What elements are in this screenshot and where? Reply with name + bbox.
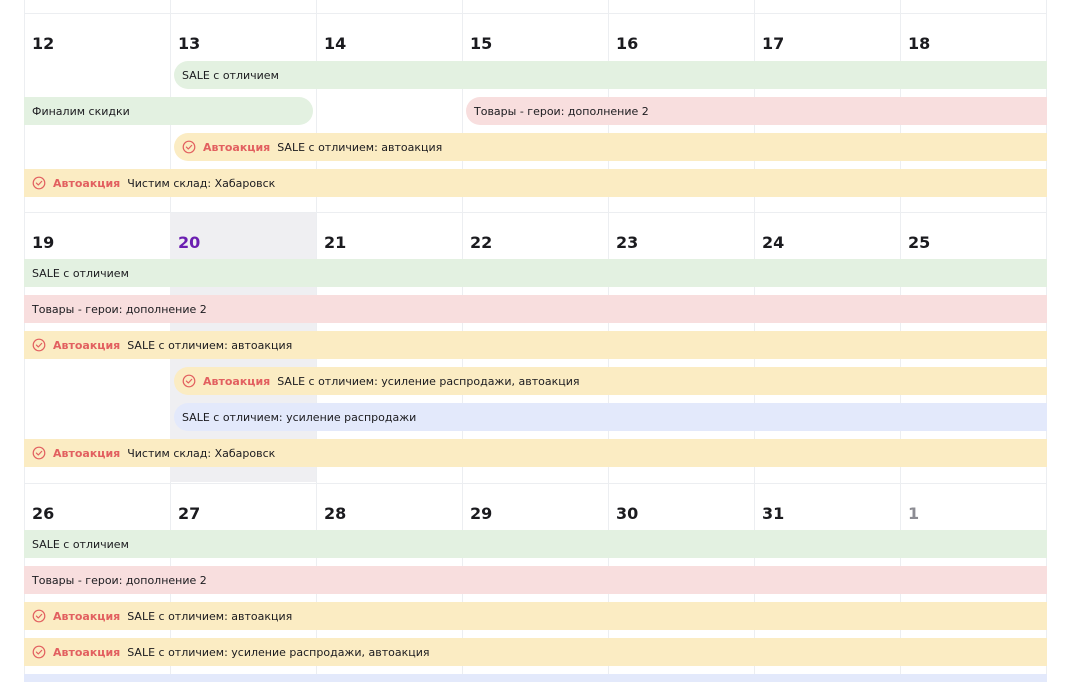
auto-event-bar[interactable]: [24, 169, 1047, 197]
day-number[interactable]: 24: [762, 233, 785, 252]
auto-promo-label: Автоакция: [53, 609, 121, 623]
day-number[interactable]: 31: [762, 504, 785, 523]
calendar-grid: [24, 0, 1047, 682]
event-title: Товары - герои: дополнение 2: [32, 302, 207, 316]
event-bar[interactable]: [24, 259, 1047, 287]
check-circle-icon: [32, 609, 46, 623]
day-number[interactable]: 15: [470, 34, 493, 53]
event-bar[interactable]: [174, 61, 1047, 89]
week-row: [24, 484, 1047, 682]
event-bar[interactable]: [24, 530, 1047, 558]
day-number[interactable]: 13: [178, 34, 201, 53]
check-circle-icon: [32, 176, 46, 190]
event-title: Чистим склад: Хабаровск: [127, 446, 276, 460]
event-title: Финалим скидки: [32, 104, 130, 118]
event-title: SALE с отличием: [32, 266, 129, 280]
auto-promo-label: Автоакция: [53, 176, 121, 190]
week-row: [24, 213, 1047, 483]
auto-promo-label: Автоакция: [203, 140, 271, 154]
auto-promo-label: Автоакция: [53, 645, 121, 659]
auto-promo-label: Автоакция: [203, 374, 271, 388]
day-number-today[interactable]: 20: [178, 233, 201, 252]
day-number-next-month[interactable]: 1: [908, 504, 920, 523]
day-number[interactable]: 17: [762, 34, 785, 53]
day-number[interactable]: 29: [470, 504, 493, 523]
event-bar[interactable]: [174, 403, 1047, 431]
event-bar[interactable]: [466, 97, 1047, 125]
event-title: SALE с отличием: [32, 537, 129, 551]
event-title: SALE с отличием: усиление распродажи, автоакция: [127, 645, 430, 659]
day-number[interactable]: 28: [324, 504, 347, 523]
day-number[interactable]: 18: [908, 34, 931, 53]
auto-event-bar[interactable]: [24, 638, 1047, 666]
event-title: SALE с отличием: автоакция: [277, 140, 443, 154]
day-number[interactable]: 22: [470, 233, 493, 252]
event-bar[interactable]: [24, 566, 1047, 594]
day-number[interactable]: 19: [32, 233, 55, 252]
day-number[interactable]: 14: [324, 34, 347, 53]
event-bar[interactable]: [24, 674, 1047, 682]
day-number[interactable]: 27: [178, 504, 201, 523]
day-number[interactable]: 23: [616, 233, 639, 252]
week-row: [24, 14, 1047, 212]
event-title: Товары - герои: дополнение 2: [32, 573, 207, 587]
event-title: Товары - герои: дополнение 2: [474, 104, 649, 118]
check-circle-icon: [182, 374, 196, 388]
auto-promo-label: Автоакция: [53, 338, 121, 352]
auto-event-bar[interactable]: [174, 133, 1047, 161]
event-bar[interactable]: [24, 295, 1047, 323]
event-bar[interactable]: [24, 97, 313, 125]
day-number[interactable]: 26: [32, 504, 55, 523]
event-title: SALE с отличием: автоакция: [127, 338, 293, 352]
event-title: SALE с отличием: усиление распродажи, автоакция: [277, 374, 580, 388]
event-title: SALE с отличием: [182, 68, 279, 82]
auto-promo-label: Автоакция: [53, 446, 121, 460]
auto-event-bar[interactable]: [24, 331, 1047, 359]
check-circle-icon: [32, 446, 46, 460]
day-number[interactable]: 30: [616, 504, 639, 523]
check-circle-icon: [32, 338, 46, 352]
check-circle-icon: [182, 140, 196, 154]
day-number[interactable]: 16: [616, 34, 639, 53]
day-number[interactable]: 21: [324, 233, 347, 252]
event-title: SALE с отличием: усиление распродажи: [182, 410, 417, 424]
day-number[interactable]: 12: [32, 34, 55, 53]
auto-event-bar[interactable]: [24, 439, 1047, 467]
day-number[interactable]: 25: [908, 233, 931, 252]
event-title: Чистим склад: Хабаровск: [127, 176, 276, 190]
auto-event-bar[interactable]: [24, 602, 1047, 630]
auto-event-bar[interactable]: [174, 367, 1047, 395]
check-circle-icon: [32, 645, 46, 659]
event-title: SALE с отличием: автоакция: [127, 609, 293, 623]
